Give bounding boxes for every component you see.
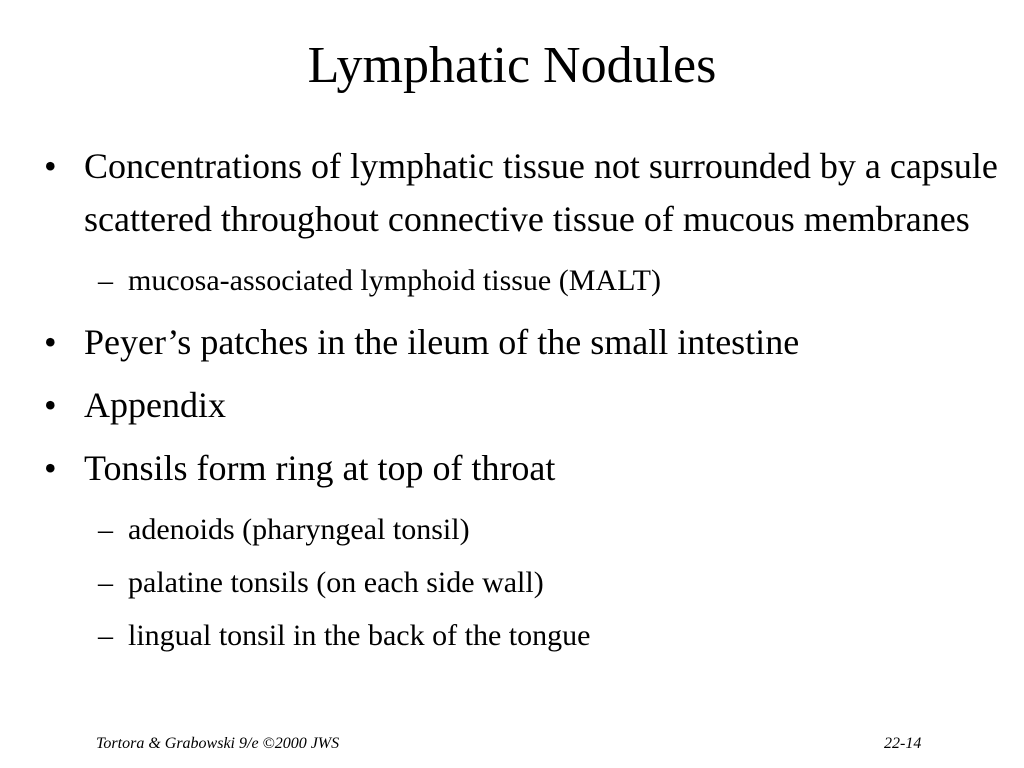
sub-bullet-marker: –	[98, 619, 113, 652]
bullet-item	[44, 379, 1010, 432]
sub-bullet-marker: –	[98, 513, 113, 546]
bullet-text: Peyer’s patches in the ileum of the small intestine	[84, 322, 800, 362]
sub-bullet-item	[44, 563, 1010, 603]
bullet-list	[44, 140, 1010, 656]
bullet-text: Appendix	[84, 385, 226, 425]
bullet-text: Tonsils form ring at top of throat	[84, 448, 556, 488]
footer-slide-number: 22-14	[884, 735, 922, 752]
bullet-marker: •	[44, 448, 57, 488]
footer-citation: Tortora & Grabowski 9/e ©2000 JWS	[96, 735, 340, 752]
sub-bullet-item	[44, 510, 1010, 550]
bullet-item	[44, 316, 1010, 369]
sub-bullet-text: palatine tonsils (on each side wall)	[128, 566, 544, 599]
bullet-item	[44, 442, 1010, 495]
sub-bullet-text: adenoids (pharyngeal tonsil)	[128, 513, 470, 546]
bullet-item	[44, 140, 1010, 246]
bullet-marker: •	[44, 322, 57, 362]
sub-bullet-item	[44, 616, 1010, 656]
sub-bullet-marker: –	[98, 264, 113, 297]
bullet-text: Concentrations of lymphatic tissue not surrounded by a capsule scattered throughout connective tissue of mucous membranes	[84, 146, 998, 239]
bullet-marker: •	[44, 385, 57, 425]
sub-bullet-item	[44, 261, 1010, 301]
bullet-marker: •	[44, 146, 57, 186]
sub-bullet-marker: –	[98, 566, 113, 599]
sub-bullet-text: lingual tonsil in the back of the tongue	[128, 619, 591, 652]
slide-title: Lymphatic Nodules	[307, 37, 717, 94]
sub-bullet-text: mucosa-associated lymphoid tissue (MALT)	[128, 264, 661, 297]
